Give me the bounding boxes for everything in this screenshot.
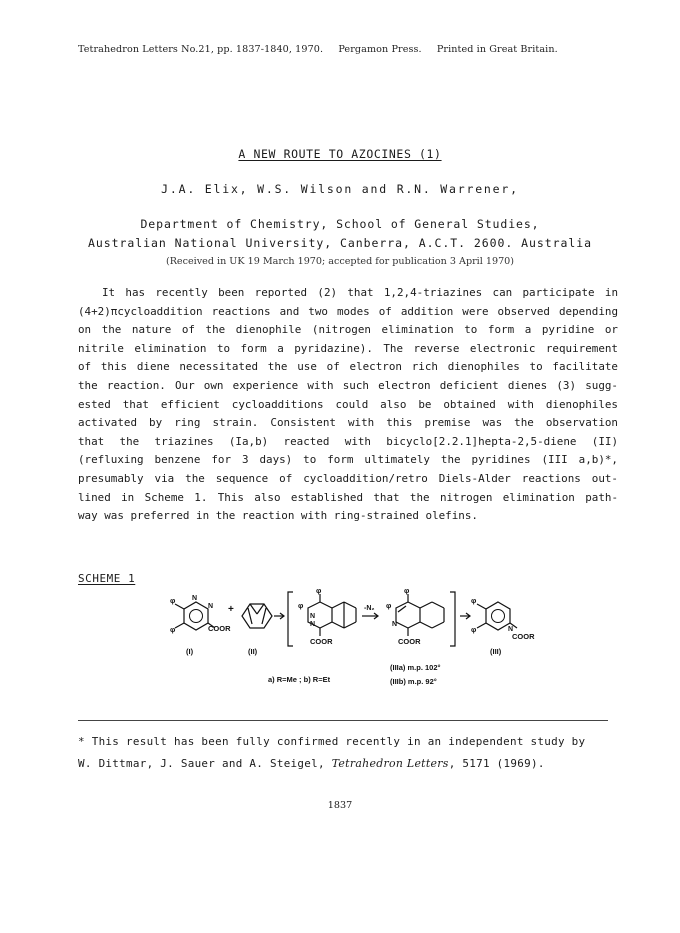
- running-header: [78, 44, 570, 55]
- coor-label: COOR: [512, 632, 535, 641]
- footnote-rule: [78, 720, 608, 721]
- coor-label: COOR: [398, 637, 421, 646]
- coor-label: COOR: [310, 637, 333, 646]
- phi-symbol: φ: [471, 625, 477, 634]
- plus-sign: +: [228, 604, 234, 615]
- bracket-left: [288, 592, 293, 646]
- compound-ii-label: (II): [248, 647, 258, 656]
- phi-symbol: φ: [170, 625, 176, 634]
- body-line: (refluxing benzene for 3 days) to form ultimately the pyridines (III a,b)*,: [78, 453, 618, 467]
- intermediate-ring: [396, 602, 420, 628]
- body-line: It has recently been reported (2) that 1,2,4-triazines can participate in: [102, 286, 618, 299]
- body-line: the reaction. Our own experience with such electron deficient dienes (3) sugg-: [78, 378, 618, 392]
- body-line: activated by ring strain. Consistent with this premise was the observation: [78, 416, 618, 430]
- printed-note: Printed in Great Britain.: [436, 44, 558, 55]
- page-number: 1837: [327, 800, 353, 811]
- mp-iiia: (IIIa) m.p. 102°: [390, 663, 441, 672]
- compound-iii-label: (III): [490, 647, 502, 656]
- phi-symbol: φ: [471, 596, 477, 605]
- phi-symbol: φ: [316, 586, 322, 595]
- bracket-right: [450, 592, 455, 646]
- phi-symbol: φ: [298, 601, 304, 610]
- compound-i-label: (I): [186, 647, 194, 656]
- body-line: way was preferred in the reaction with ring-strained olefins.: [78, 509, 478, 523]
- body-line: ested that efficient cycloadditions could also be obtained with dienophiles: [78, 397, 618, 411]
- affiliation-university: Australian National University, Canberra, A.C.T. 2600. Australia: [88, 236, 592, 250]
- norbornadiene: [242, 604, 272, 628]
- triazine-ring: [184, 602, 208, 630]
- body-line: that the triazines (Ia,b) reacted with bicyclo[2.2.1]hepta-2,5-diene (II): [78, 434, 618, 448]
- body-line: of this diene necessitated the use of electron rich dienophiles to facilitate: [78, 360, 618, 374]
- body-line: lined in Scheme 1. This also established that the nitrogen elimination path-: [78, 490, 618, 504]
- atom-n: N: [208, 603, 214, 610]
- body-line: on the nature of the dienophile (nitrogen elimination to form a pyridine or: [78, 323, 618, 337]
- journal-name: Tetrahedron Letters: [331, 757, 449, 770]
- reaction-scheme: [168, 586, 568, 696]
- pyridine-ring: [486, 602, 510, 630]
- phi-symbol: φ: [386, 601, 392, 610]
- body-line: nitrile elimination to form a pyridazine). The reverse electronic requirement: [78, 341, 618, 355]
- affiliation-department: Department of Chemistry, School of General Studies,: [140, 217, 540, 231]
- substituent-key: a) R=Me ; b) R=Et: [268, 675, 331, 684]
- received-date: (Received in UK 19 March 1970; accepted for publication 3 April 1970): [165, 256, 515, 267]
- authors: J.A. Elix, W.S. Wilson and R.N. Warrener,: [161, 182, 519, 196]
- phi-symbol: φ: [404, 586, 410, 595]
- phi-symbol: φ: [170, 596, 176, 605]
- atom-n: N: [310, 621, 316, 628]
- atom-n: N: [310, 613, 316, 620]
- atom-n: N: [508, 626, 514, 633]
- n2-loss-label: -N₂: [364, 605, 375, 612]
- body-line: presumably via the sequence of cycloaddition/retro Diels-Alder reactions out-: [78, 471, 618, 485]
- scheme-label: SCHEME 1: [78, 572, 136, 585]
- coor-label: COOR: [208, 624, 231, 633]
- footnote-line-1: * This result has been fully confirmed recently in an independent study by: [78, 735, 586, 748]
- body-text: [78, 284, 618, 526]
- mp-iiib: (IIIb) m.p. 92°: [390, 677, 437, 686]
- journal-citation: Tetrahedron Letters No.21, pp. 1837-1840, 1970.: [78, 44, 324, 55]
- atom-n: N: [192, 595, 198, 602]
- publisher: Pergamon Press.: [338, 44, 422, 55]
- atom-n: N: [392, 621, 398, 628]
- body-line: (4+2)πcycloaddition reactions and two modes of addition were observed depending: [78, 304, 618, 318]
- footnote-line-2: W. Dittmar, J. Sauer and A. Steigel, Tetrahedron Letters, 5171 (1969).: [78, 757, 545, 770]
- paper-title: A NEW ROUTE TO AZOCINES (1): [238, 147, 442, 161]
